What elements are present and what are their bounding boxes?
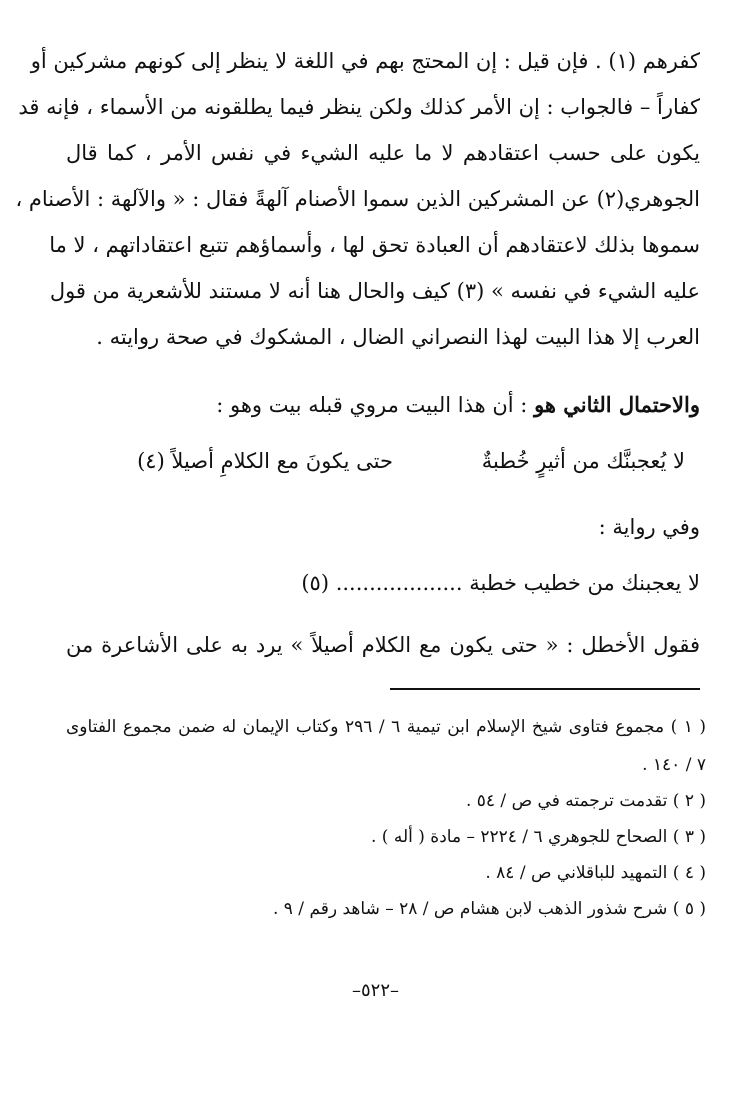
body-line-3: يكون على حسب اعتقادهم لا ما عليه الشيء في نفس الأمر ، كما قال	[66, 141, 700, 165]
body-line-4: الجوهري(٢) عن المشركين الذين سموا الأصنام آلهةً فقال : « والآلهة : الأصنام ،	[15, 187, 700, 211]
footnote-4: ( ٤ ) التمهيد للباقلاني ص / ٨٤ .	[485, 863, 706, 883]
footnote-3: ( ٣ ) الصحاح للجوهري ٦ / ٢٢٢٤ – مادة ( أله ) .	[370, 827, 706, 847]
second-possibility-text: : أن هذا البيت مروي قبله بيت وهو :	[216, 393, 528, 417]
verse-second-hemistich: حتى يكونَ مع الكلامِ أصيلاً (٤)	[137, 449, 393, 473]
body-line-5: سموها بذلك لاعتقادهم أن العبادة تحق لها ، وأسماؤهم تتبع اعتقاداتهم ، لا ما	[49, 233, 700, 257]
verse-first-hemistich: لا يُعجبنَّك من أثيرٍ خُطبةٌ	[481, 449, 685, 473]
footnote-1-continued: ٧ / ١٤٠ .	[642, 755, 706, 775]
body-line-6: عليه الشيء في نفسه » (٣) كيف والحال هنا أنه لا مستند للأشعرية من قول	[49, 279, 700, 303]
body-line-1: كفرهم (١) . فإن قيل : إن المحتج بهم في اللغة لا ينظر إلى كونهم مشركين أو	[30, 49, 700, 73]
second-possibility-label: والاحتمال الثاني هو	[534, 392, 700, 417]
footnote-2: ( ٢ ) تقدمت ترجمته في ص / ٥٤ .	[465, 791, 706, 811]
body-line-2: كفاراً – فالجواب : إن الأمر كذلك ولكن ينظر فيما يطلقونه من الأسماء ، فإنه قد	[18, 95, 700, 119]
footnote-divider	[390, 688, 700, 690]
final-line: فقول الأخطل : « حتى يكون مع الكلام أصيلاً » يرد به على الأشاعرة من	[66, 633, 700, 657]
page-number: –٥٢٢–	[351, 980, 399, 1001]
variant-line: لا يعجبنك من خطيب خطبة ................... (٥)	[301, 571, 700, 595]
second-possibility-line	[66, 390, 700, 420]
body-line-7: العرب إلا هذا البيت لهذا النصراني الضال ، المشكوك في صحة روايته .	[96, 325, 700, 349]
variant-label: وفي رواية :	[598, 515, 700, 539]
footnote-5: ( ٥ ) شرح شذور الذهب لابن هشام ص / ٢٨ – شاهد رقم / ٩ .	[272, 899, 706, 919]
footnote-1: ( ١ ) مجموع فتاوى شيخ الإسلام ابن تيمية ٦ / ٢٩٦ وكتاب الإيمان له ضمن مجموع الفتاوى	[66, 717, 706, 737]
